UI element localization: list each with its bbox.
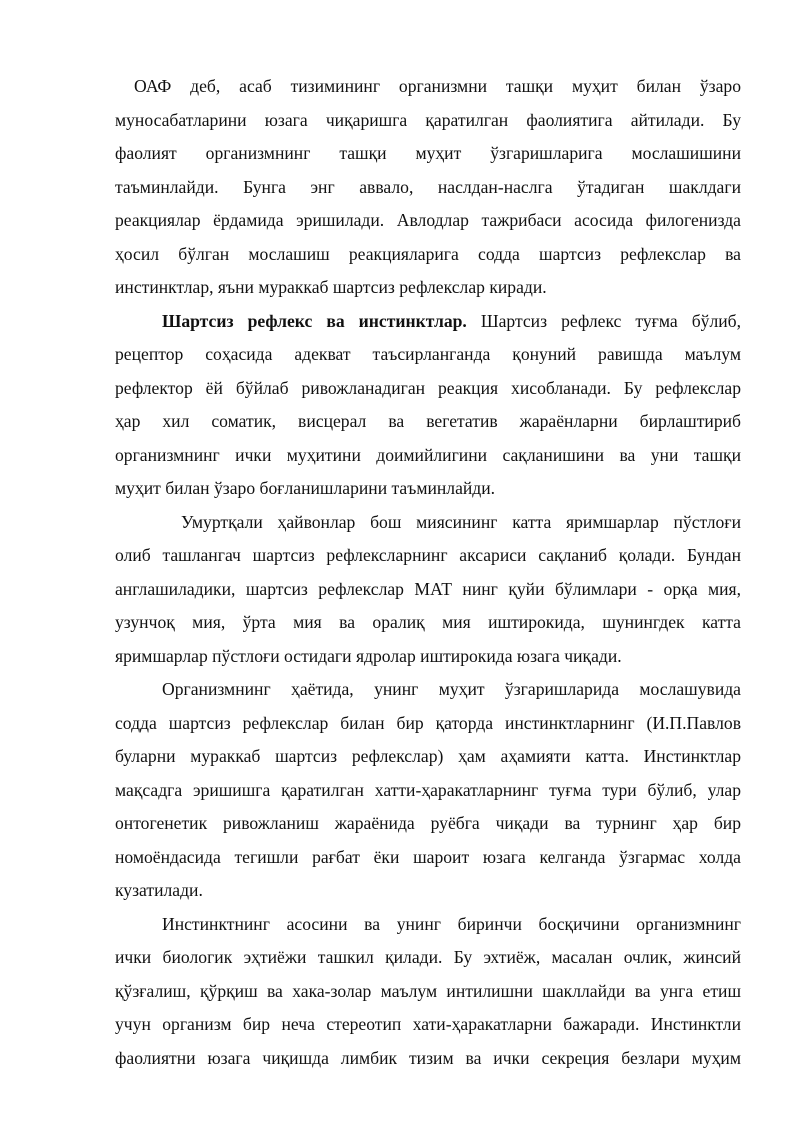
- text-line: ҳосил бўлган мослашиш реакцияларига содда шартсиз рефлекслар ва: [115, 243, 741, 264]
- section-heading: Шартсиз рефлекс ва инстинктлар.: [162, 310, 467, 331]
- text-line: ҳар хил соматик, висцерал ва вегетатив жараёнларни бирлаштириб: [115, 411, 741, 431]
- text-line: фаолият организмнинг ташқи муҳит ўзгаришларига мослашишини: [115, 143, 741, 163]
- text-line: реакциялар ёрдамида эришилади. Авлодлар тажрибаси асосида филогенизда: [115, 210, 741, 230]
- paragraph-2: [115, 305, 741, 506]
- text-line: узунчоқ мия, ўрта мия ва оралиқ мия иштирокида, шунингдек катта: [115, 612, 741, 632]
- text-line: англашиладики, шартсиз рефлекслар МАТ нинг қуйи бўлимлари - орқа мия,: [115, 578, 741, 599]
- text-line: муносабатларини юзага чиқаришга қаратилган фаолиятига айтилади. Бу: [115, 109, 741, 130]
- text-line: ОАФ деб, асаб тизимининг организмни ташқи муҳит билан ўзаро: [134, 76, 741, 96]
- text-line: қўзғалиш, қўрқиш ва хака-золар маълум интилишни шакллайди ва унга етиш: [115, 980, 741, 1001]
- document-page: [115, 70, 741, 1075]
- text-line: инстинктлар, яъни мураккаб шартсиз рефлекслар киради.: [115, 277, 547, 297]
- text-line: Организмнинг ҳаётида, унинг муҳит ўзгаришларида мослашувида: [162, 679, 741, 699]
- text-line: фаолиятни юзага чиқишда лимбик тизим ва ички секреция безлари муҳим: [115, 1047, 741, 1068]
- text-line: Умуртқали ҳайвонлар бош миясининг катта яримшарлар пўстлоғи: [181, 511, 741, 532]
- text-line: олиб ташлангач шартсиз рефлексларнинг аксариси сақланиб қолади. Бундан: [115, 545, 741, 565]
- text-line: мақсадга эришишга қаратилган хатти-ҳаракатларнинг туғма тури бўлиб, улар: [115, 779, 741, 800]
- text-line: таъминлайди. Бунга энг аввало, наслдан-наслга ўтадиган шаклдаги: [115, 176, 741, 197]
- text-line: [115, 305, 741, 339]
- paragraph-5: [115, 908, 741, 1076]
- text-line: Инстинктнинг асосини ва унинг биринчи босқичини организмнинг: [162, 913, 741, 934]
- text-line: рецептор соҳасида адекват таъсирланганда қонуний равишда маълум: [115, 344, 741, 364]
- text-line: яримшарлар пўстлоғи остидаги ядролар иштирокида юзага чиқади.: [115, 645, 622, 666]
- text-line: онтогенетик ривожланиш жараёнида руёбга чиқади ва турнинг ҳар бир: [115, 813, 741, 833]
- text-line: организмнинг ички муҳитини доимийлигини сақланишини ва уни ташқи: [115, 444, 741, 465]
- paragraph-1: [115, 70, 741, 305]
- text-line: кузатилади.: [115, 880, 203, 900]
- paragraph-3: [115, 506, 741, 674]
- text-line: рефлектор ёй бўйлаб ривожланадиган реакция хисобланади. Бу рефлекслар: [115, 377, 741, 398]
- text-line: муҳит билан ўзаро боғланишларини таъминлайди.: [115, 478, 496, 498]
- heading-continuation: Шартсиз рефлекс туғма бўлиб,: [466, 310, 741, 331]
- text-line: буларни мураккаб шартсиз рефлекслар) ҳам аҳамияти катта. Инстинктлар: [115, 746, 741, 766]
- text-line: содда шартсиз рефлекслар билан бир қаторда инстинктларнинг (И.П.Павлов: [115, 712, 741, 733]
- text-line: ички биологик эҳтиёжи ташкил қилади. Бу эхтиёж, масалан очлик, жинсий: [115, 947, 741, 967]
- paragraph-4: [115, 673, 741, 908]
- text-line: учун организм бир неча стереотип хати-ҳаракатларни бажаради. Инстинктли: [115, 1014, 741, 1034]
- text-line: номоёндасида тегишли рағбат ёки шароит юзага келганда ўзгармас холда: [115, 846, 741, 867]
